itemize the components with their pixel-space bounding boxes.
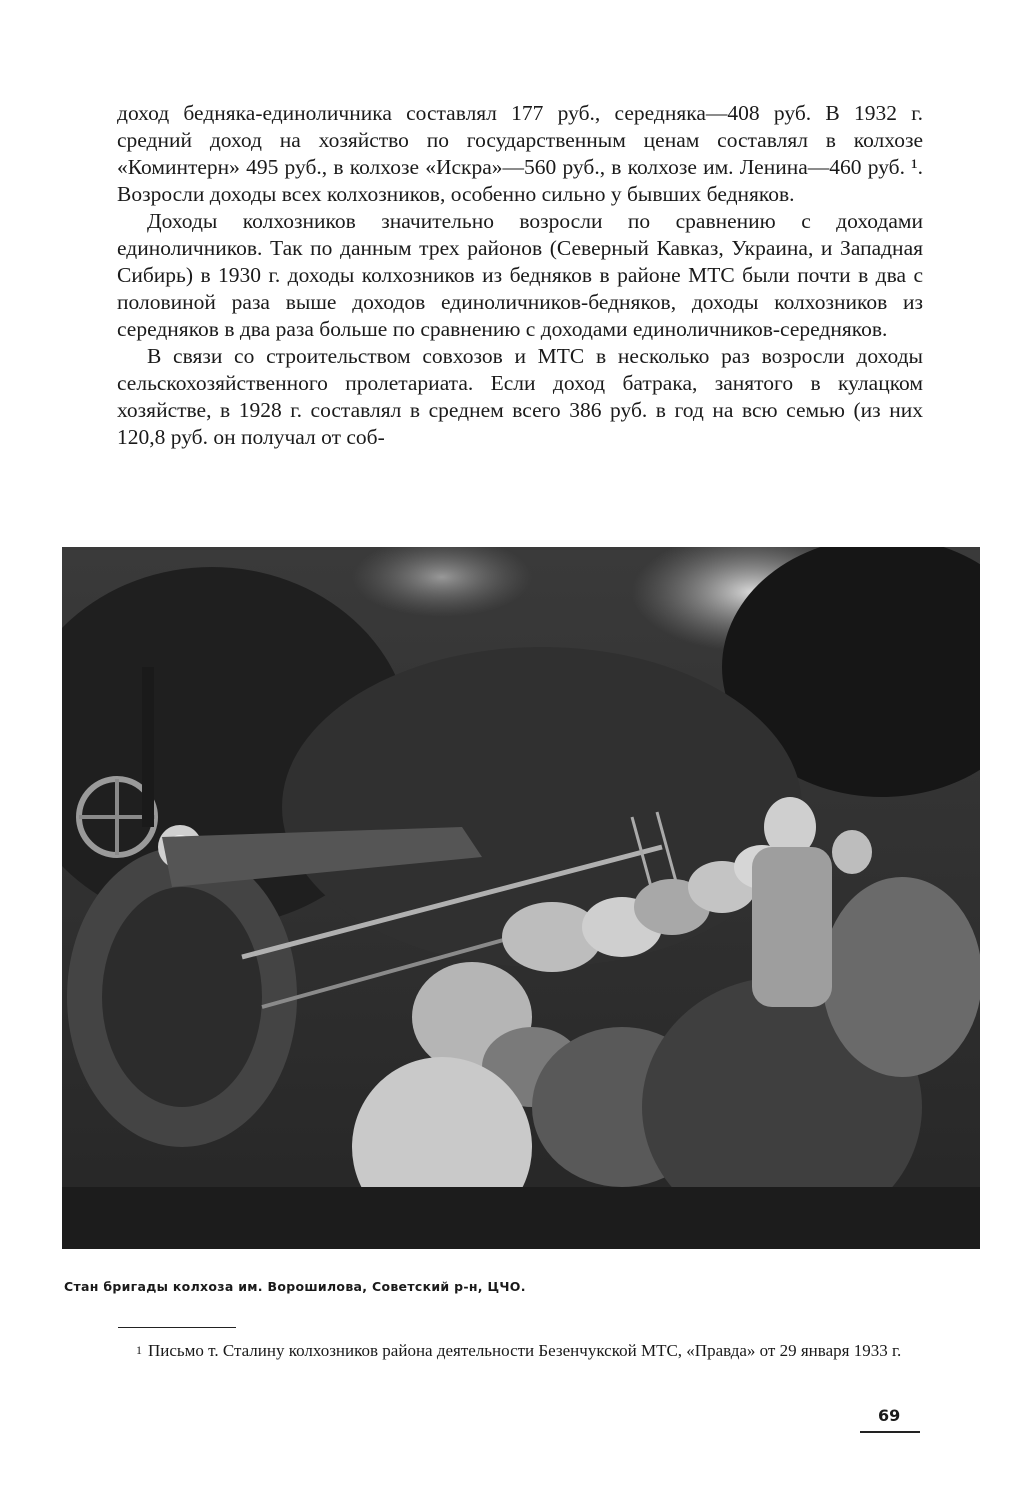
paragraph: Доходы колхозников значительно возросли по сравнению с доходами единоличников. Так по данным трех районов (Северный Кавказ, Украина, и Западная Сибирь) в 1930 г. доходы колхозников из бедняков в районе МТС были почти в два с половиной раза выше доходов единоличников-бедняков, доходы колхозников из середняков в два раза больше по сравнению с доходами единоличников-середняков. (117, 209, 923, 341)
page-number-underline (860, 1431, 920, 1433)
paragraph: В связи со строительством совхозов и МТС в несколько раз возросли доходы сельскохозяйственного пролетариата. Если доход батрака, занятого в кулацком хозяйстве, в 1928 г. составлял в среднем всего 386 руб. в год на всю семью (из них 120,8 руб. он получал от соб- (117, 344, 923, 449)
photograph-brigade-camp (62, 547, 980, 1249)
footnote-marker: 1 (136, 1343, 142, 1357)
footnote (118, 1340, 920, 1361)
footnote-text: Письмо т. Сталину колхозников района деятельности Безенчукской МТС, «Правда» от 29 января 1933 г. (148, 1341, 902, 1360)
photo-illustration (62, 547, 980, 1249)
page-number: 69 (878, 1406, 901, 1425)
paragraph: доход бедняка-единоличника составлял 177 руб., середняка—408 руб. В 1932 г. средний доход на хозяйство по государственным ценам составлял в колхозе «Коминтерн» 495 руб., в колхозе «Искра»—560 руб., в колхозе им. Ленина—460 руб. ¹. Возросли доходы всех колхозников, особенно сильно у бывших бедняков. (117, 101, 923, 206)
footnote-divider (118, 1327, 236, 1328)
photo-caption: Стан бригады колхоза им. Ворошилова, Советский р-н, ЦЧО. (64, 1279, 526, 1294)
body-text (117, 100, 923, 451)
